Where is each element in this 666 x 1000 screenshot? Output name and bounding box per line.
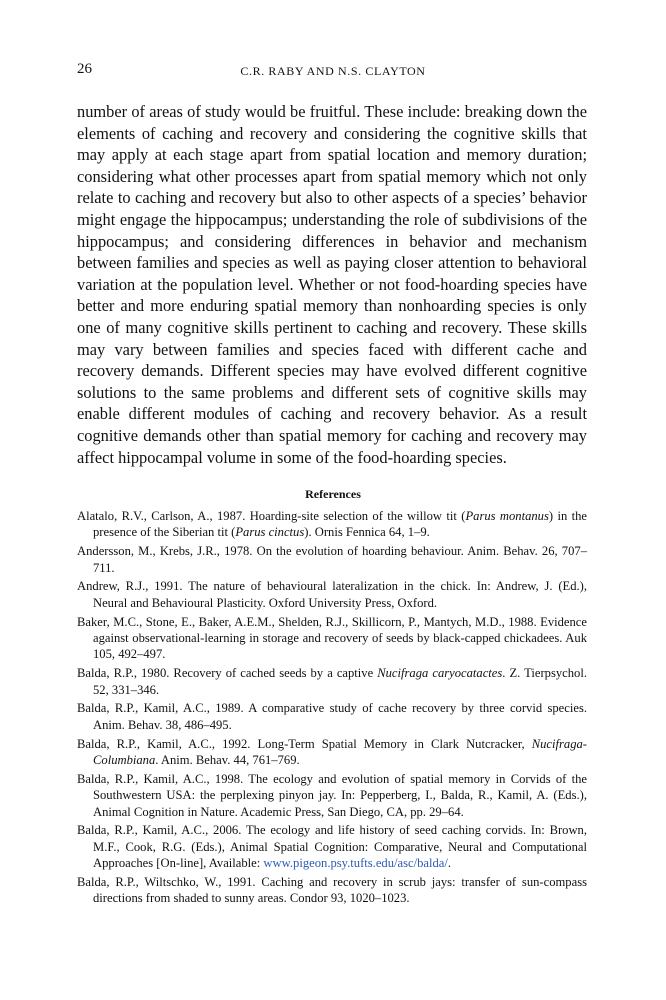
reference-item bbox=[77, 736, 587, 769]
reference-text: Alatalo, R.V., Carlson, A., 1987. Hoarding-site selection of the willow tit ( bbox=[77, 509, 466, 523]
species-name: Nucifraga caryocatactes bbox=[377, 666, 503, 681]
page-number: 26 bbox=[77, 61, 92, 77]
reference-item bbox=[77, 874, 587, 907]
reference-item bbox=[77, 771, 587, 820]
reference-text: Balda, R.P., Kamil, A.C., 2006. The ecology and life history of seed caching corvids. In: Brown, M.F., Cook, R.G. (Eds.), Animal Spatial Cognition: Comparative, Neural and Computational Approaches [On-line], Available: bbox=[77, 823, 587, 871]
species-name: Nucifraga-Columbiana bbox=[93, 736, 587, 768]
reference-list bbox=[77, 508, 587, 909]
running-head: C.R. RABY AND N.S. CLAYTON bbox=[240, 64, 426, 78]
reference-text: Balda, R.P., Kamil, A.C., 1998. The ecology and evolution of spatial memory in Corvids of the Southwestern USA: the perplexing pinyon jay. In: Pepperberg, I., Balda, R., Kamil, A. (Eds.), Animal Cognition in Nature. Academic Press, San Diego, CA, pp. 29–64. bbox=[77, 771, 587, 819]
reference-item bbox=[77, 665, 587, 698]
reference-text: Baker, M.C., Stone, E., Baker, A.E.M., Shelden, R.J., Skillicorn, P., Mantych, M.D., 1988. Evidence against observational-learning in storage and recovery of seeds by black-capped chickadees. Auk 105, 492–497. bbox=[77, 614, 587, 662]
reference-item bbox=[77, 578, 587, 611]
reference-text: . bbox=[447, 856, 452, 871]
species-name: Parus montanus bbox=[465, 509, 549, 523]
reference-text: Balda, R.P., 1980. Recovery of cached seeds by a captive bbox=[77, 666, 378, 681]
reference-item bbox=[77, 508, 587, 541]
reference-item bbox=[77, 822, 587, 871]
references-heading: References bbox=[305, 487, 361, 501]
reference-url-link[interactable]: www.pigeon.psy.tufts.edu/asc/balda/ bbox=[263, 856, 448, 871]
reference-text: . Anim. Behav. 44, 761–769. bbox=[155, 753, 300, 768]
reference-text: Balda, R.P., Wiltschko, W., 1991. Caching and recovery in scrub jays: transfer of sun-compass directions from shaded to sunny areas. Condor 93, 1020–1023. bbox=[77, 875, 587, 906]
reference-text: ). Ornis Fennica 64, 1–9. bbox=[304, 525, 430, 540]
reference-text: Balda, R.P., Kamil, A.C., 1989. A comparative study of cache recovery by three corvid species. Anim. Behav. 38, 486–495. bbox=[77, 701, 587, 732]
reference-text: Balda, R.P., Kamil, A.C., 1992. Long-Term Spatial Memory in Clark Nutcracker, bbox=[77, 736, 532, 751]
reference-text: ) in the presence of the Siberian tit ( bbox=[93, 509, 587, 540]
reference-item bbox=[77, 614, 587, 663]
reference-item bbox=[77, 700, 587, 733]
reference-item bbox=[77, 543, 587, 576]
body-paragraph: number of areas of study would be fruitful. These include: breaking down the elements of caching and recovery and considering the cognitive skills that may apply at each stage apart from spatial location and memory duration; considering what other processes apart from spatial memory which not only relate to caching and recovery but also to other aspects of a species’ behavior might engage the hippocampus; understanding the role of subdivisions of the hippocampus; and considering differences in behavior and mechanism between families and species as well as paying closer attention to behavioral variation at the population level. Whether or not food-hoarding species have better and more enduring spatial memory than nonhoarding species is only one of many cognitive skills pertinent to caching and recovery. These skills may vary between families and species faced with different cache and recovery demands. Different species may have evolved different cognitive solutions to the same problems and different sets of cognitive skills may enable different modules of caching and recovery behavior. As a result cognitive demands other than spatial memory for caching and recovery may affect hippocampal volume in some of the food-hoarding species. bbox=[77, 102, 587, 467]
reference-text: . Z. Tierpsychol. 52, 331–346. bbox=[93, 666, 587, 697]
reference-text: Andrew, R.J., 1991. The nature of behavioural lateralization in the chick. In: Andrew, J. (Ed.), Neural and Behavioural Plasticity. Oxford University Press, Oxford. bbox=[77, 579, 587, 610]
species-name: Parus cinctus bbox=[235, 525, 305, 540]
reference-text: Andersson, M., Krebs, J.R., 1978. On the evolution of hoarding behaviour. Anim. Behav. 26, 707–711. bbox=[77, 544, 587, 575]
